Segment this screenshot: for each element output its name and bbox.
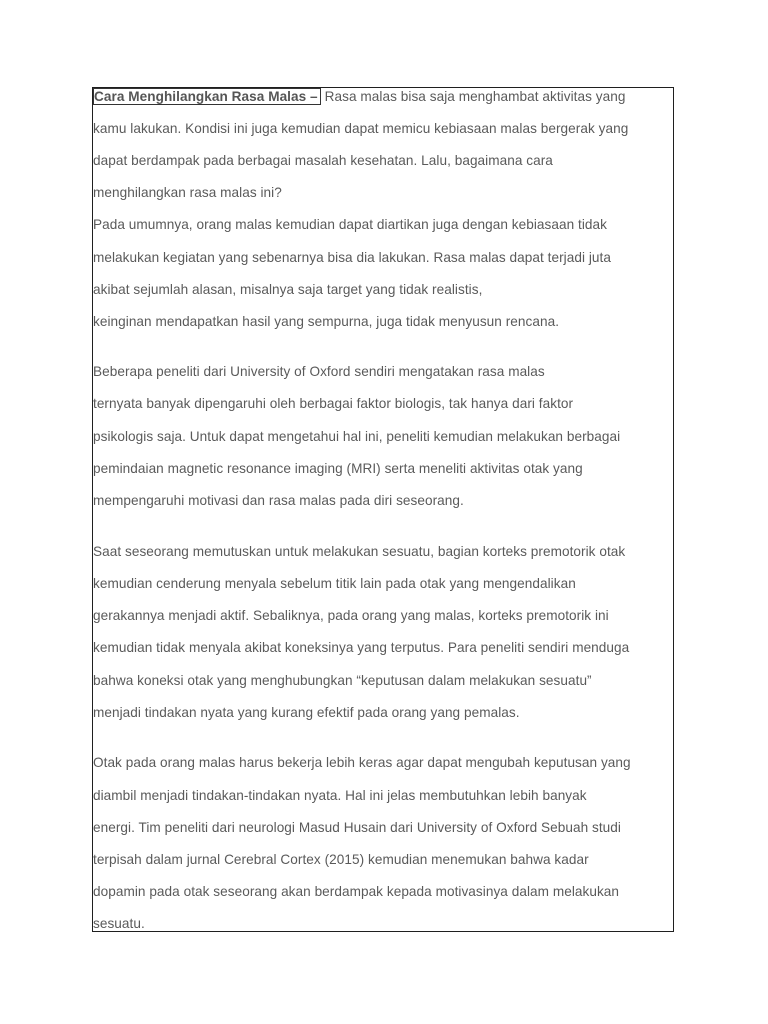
paragraph-2-line-2: ternyata banyak dipengaruhi oleh berbagai faktor biologis, tak hanya dari faktor: [93, 396, 574, 411]
paragraph-3-line-5: bahwa koneksi otak yang menghubungkan “keputusan dalam melakukan sesuatu”: [93, 673, 592, 688]
paragraph-3-line-6: menjadi tindakan nyata yang kurang efektif pada orang yang pemalas.: [93, 705, 520, 720]
paragraph-4-line-4: terpisah dalam jurnal Cerebral Cortex (2015) kemudian menemukan bahwa kadar: [93, 852, 589, 867]
paragraph-2-line-5: mempengaruhi motivasi dan rasa malas pada diri seseorang.: [93, 493, 464, 508]
paragraph-1-line-5: Pada umumnya, orang malas kemudian dapat diartikan juga dengan kebiasaan tidak: [93, 217, 607, 232]
paragraph-1-line-2: kamu lakukan. Kondisi ini juga kemudian dapat memicu kebiasaan malas bergerak yang: [93, 121, 629, 136]
paragraph-2-line-3: psikologis saja. Untuk dapat mengetahui hal ini, peneliti kemudian melakukan berbagai: [93, 429, 621, 444]
paragraph-1-line-1: [93, 88, 625, 106]
paragraph-3-line-3: gerakannya menjadi aktif. Sebaliknya, pada orang yang malas, korteks premotorik ini: [93, 608, 609, 623]
paragraph-3-line-4: kemudian tidak menyala akibat koneksinya yang terputus. Para peneliti sendiri menduga: [93, 640, 630, 655]
paragraph-1-line-7: akibat sejumlah alasan, misalnya saja target yang tidak realistis,: [93, 282, 483, 297]
line-text: Rasa malas bisa saja menghambat aktivitas yang: [324, 89, 626, 104]
text-frame: [92, 87, 674, 932]
paragraph-4-line-2: diambil menjadi tindakan-tindakan nyata. Hal ini jelas membutuhkan lebih banyak: [93, 788, 587, 803]
paragraph-4-line-5: dopamin pada otak seseorang akan berdampak kepada motivasinya dalam melakukan: [93, 884, 620, 899]
paragraph-1-line-6: melakukan kegiatan yang sebenarnya bisa dia lakukan. Rasa malas dapat terjadi juta: [93, 250, 611, 265]
paragraph-4-line-6: sesuatu.: [93, 916, 145, 931]
paragraph-1-line-4: menghilangkan rasa malas ini?: [93, 185, 282, 200]
paragraph-1-line-3: dapat berdampak pada berbagai masalah kesehatan. Lalu, bagaimana cara: [93, 153, 553, 168]
paragraph-4-line-3: energi. Tim peneliti dari neurologi Masud Husain dari University of Oxford Sebuah studi: [93, 820, 621, 835]
paragraph-3-line-1: Saat seseorang memutuskan untuk melakukan sesuatu, bagian korteks premotorik otak: [93, 544, 626, 559]
article-title: Cara Menghilangkan Rasa Malas –: [93, 88, 321, 105]
paragraph-2-line-1: Beberapa peneliti dari University of Oxford sendiri mengatakan rasa malas: [93, 364, 545, 379]
paragraph-4-line-1: Otak pada orang malas harus bekerja lebih keras agar dapat mengubah keputusan yang: [93, 755, 631, 770]
paragraph-1-line-8: keinginan mendapatkan hasil yang sempurna, juga tidak menyusun rencana.: [93, 314, 560, 329]
paragraph-2-line-4: pemindaian magnetic resonance imaging (MRI) serta meneliti aktivitas otak yang: [93, 461, 583, 476]
paragraph-3-line-2: kemudian cenderung menyala sebelum titik lain pada otak yang mengendalikan: [93, 576, 576, 591]
